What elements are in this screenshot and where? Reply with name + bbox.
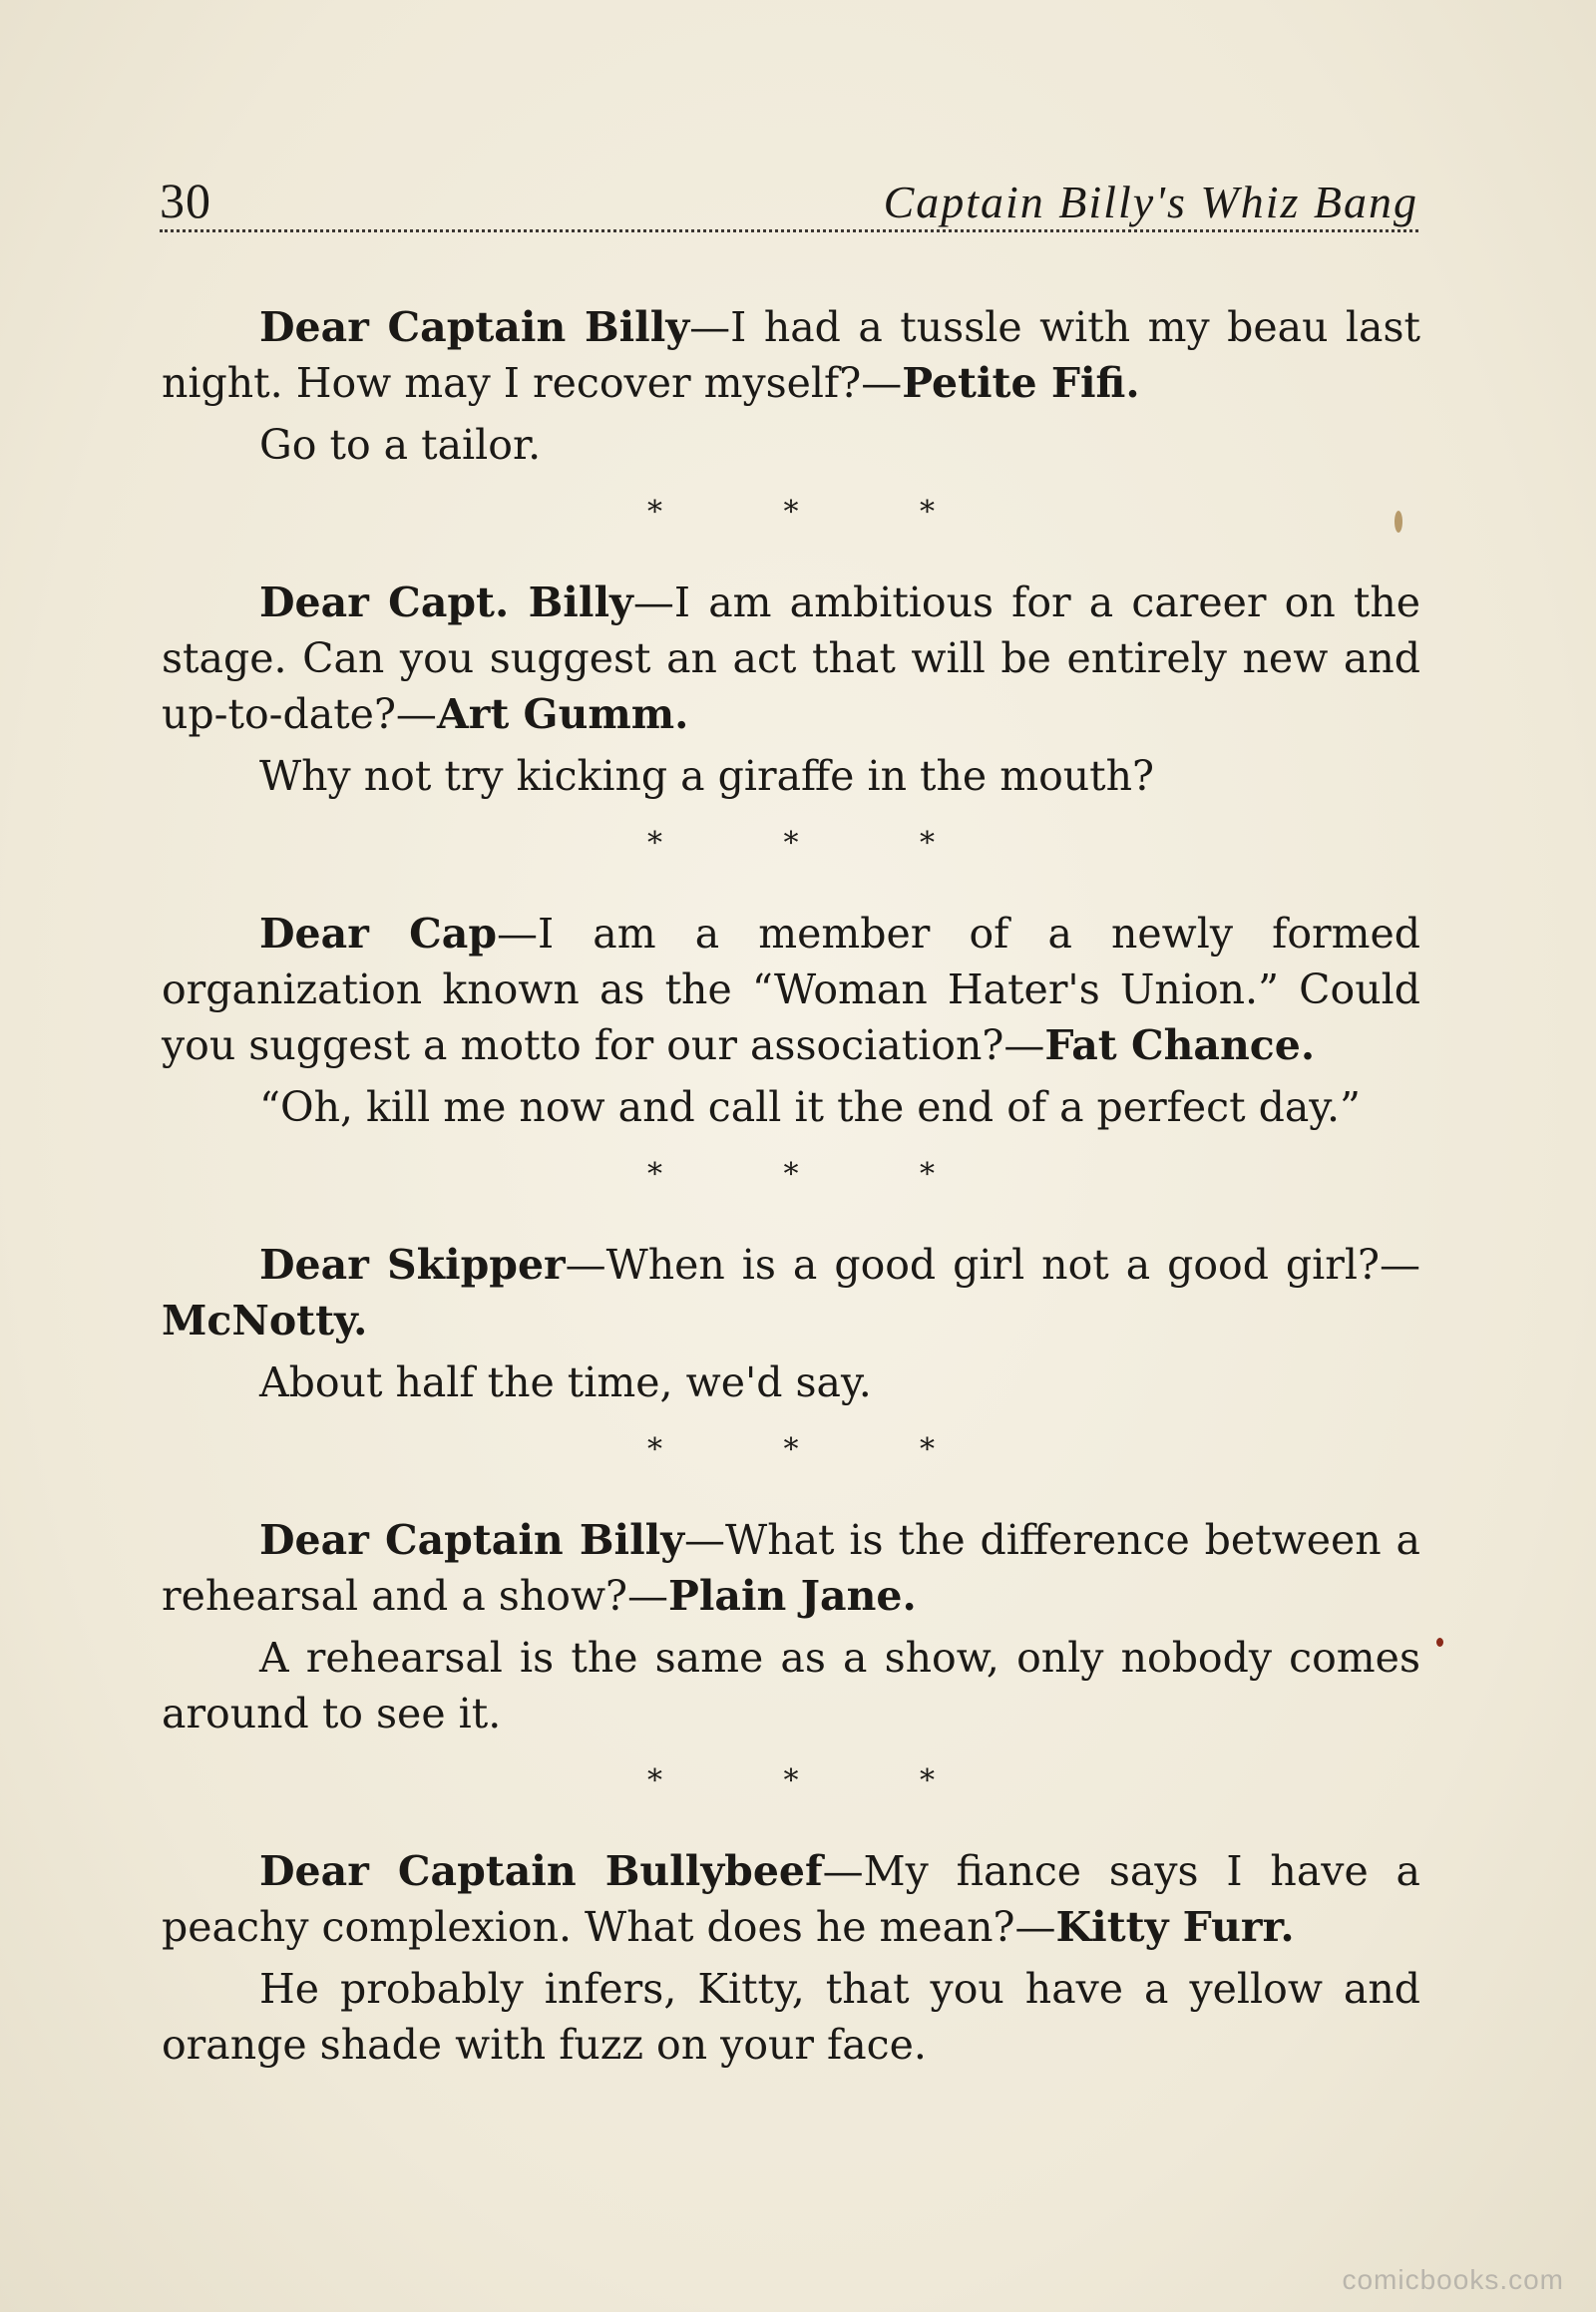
answer-text: Go to a tailor. xyxy=(259,421,542,469)
answer-text: “Oh, kill me now and call it the end of a perfect day.” xyxy=(259,1083,1361,1131)
answer-text: A rehearsal is the same as a show, only nobody comes around to see it. xyxy=(162,1634,1420,1737)
signature: Petite Fifi. xyxy=(902,359,1140,407)
letter-text xyxy=(162,299,1420,411)
question: —What is the difference between a rehearsal and a show?— xyxy=(162,1516,1420,1620)
watermark: comicbooks.com xyxy=(1342,2264,1564,2295)
answer-text: He probably infers, Kitty, that you have a yellow and orange shade with fuzz on your face. xyxy=(162,1965,1420,2069)
letters-column xyxy=(162,299,1420,2073)
paper-stain xyxy=(1436,1638,1443,1647)
letter-entry xyxy=(162,575,1420,804)
salutation: Dear Captain Billy xyxy=(259,1516,685,1564)
section-separator: * * * xyxy=(646,826,992,861)
answer-text: About half the time, we'd say. xyxy=(259,1358,872,1406)
question: —I had a tussle with my beau last night. How may I recover myself?— xyxy=(162,303,1421,407)
salutation: Dear Skipper xyxy=(259,1241,566,1289)
paper-stain xyxy=(1395,511,1402,533)
letter-entry xyxy=(162,1512,1420,1741)
letter-entry xyxy=(162,1843,1420,2073)
salutation: Dear Cap xyxy=(259,910,498,958)
letter-entry xyxy=(162,299,1420,473)
running-title: Captain Billy's Whiz Bang xyxy=(883,177,1418,227)
question: —I am a member of a newly formed organization known as the “Woman Hater's Union.” Could you suggest a motto for our association?— xyxy=(162,910,1420,1069)
signature: McNotty. xyxy=(162,1297,368,1345)
question: —I am ambitious for a career on the stage. Can you suggest an act that will be entirely new and up-to-date?— xyxy=(162,578,1421,738)
letter-text xyxy=(162,906,1420,1073)
section-separator: * * * xyxy=(646,1157,992,1192)
page-number: 30 xyxy=(160,173,211,228)
signature: Plain Jane. xyxy=(668,1572,917,1620)
section-separator: * * * xyxy=(646,1763,992,1798)
salutation: Dear Captain Billy xyxy=(259,303,690,351)
signature: Kitty Furr. xyxy=(1055,1903,1295,1951)
question: —When is a good girl not a good girl?— xyxy=(565,1241,1420,1289)
question: —My fiance says I have a peachy complexion. What does he mean?— xyxy=(162,1847,1420,1951)
salutation: Dear Capt. Billy xyxy=(259,578,633,626)
signature: Fat Chance. xyxy=(1044,1021,1316,1069)
letter-text xyxy=(162,1843,1420,1955)
letter-text xyxy=(162,1512,1420,1624)
letter-text xyxy=(162,575,1420,742)
salutation: Dear Captain Bullybeef xyxy=(259,1847,823,1895)
letter-text xyxy=(162,1237,1420,1349)
page-header xyxy=(160,168,1418,232)
section-separator: * * * xyxy=(646,1432,992,1467)
letter-entry xyxy=(162,906,1420,1135)
section-separator: * * * xyxy=(646,495,992,530)
letter-entry xyxy=(162,1237,1420,1410)
answer-text: Why not try kicking a giraffe in the mouth? xyxy=(259,752,1155,800)
signature: Art Gumm. xyxy=(436,690,689,738)
